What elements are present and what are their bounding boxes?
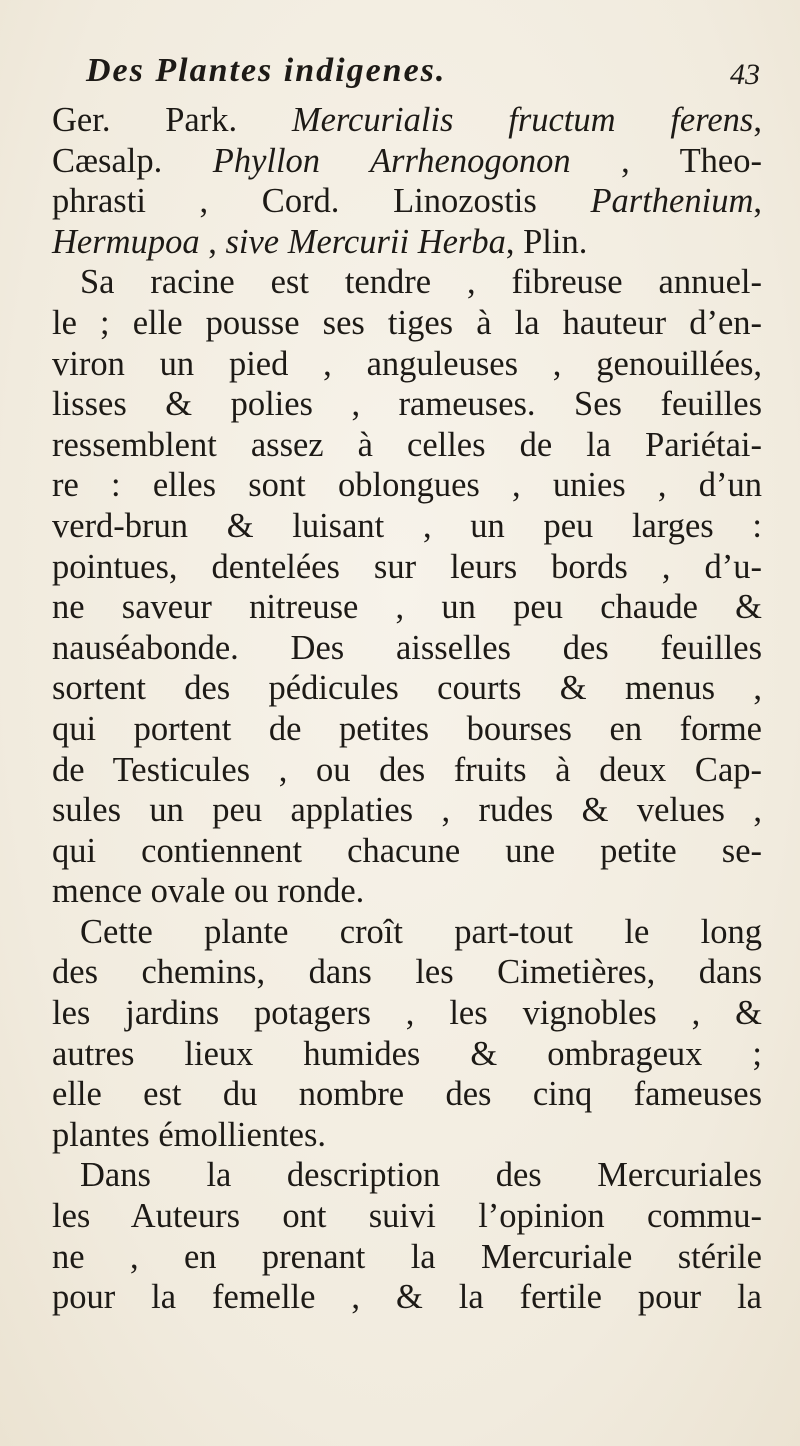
paragraph-line: Dans la description des Mercuriales [80,1156,762,1195]
paragraph-line: elle est du nombre des cinq fameuses [52,1075,762,1114]
paragraph-line: viron un pied , anguleuses , genouillées, [52,344,762,383]
paragraph-line: lisses & polies , rameuses. Ses feuilles [52,385,762,424]
paragraph-line: qui contiennent chacune une petite se- [52,831,762,870]
paragraph-line: qui portent de petites bourses en forme [52,709,762,748]
paragraph-line: mence ovale ou ronde. [52,872,365,911]
paragraph-line: autres lieux humides & ombrageux ; [52,1034,762,1073]
text-run: phrasti , Cord. Linozostis [52,182,591,221]
italic-run: Hermupoa [52,222,200,261]
paragraph-line: ne saveur nitreuse , un peu chaude & [52,588,762,627]
text-run: , [753,182,762,221]
paragraph-line: nauséabonde. Des aisselles des feuilles [52,628,762,667]
text-run: , [753,101,762,139]
paragraph-line: les Auteurs ont suivi l’opinion commu- [52,1197,762,1236]
paragraph-line: plantes émollientes. [52,1115,327,1154]
paragraph-line: de Testicules , ou des fruits à deux Cap- [52,750,762,789]
paragraph-line: sortent des pédicules courts & menus , [52,669,762,708]
paragraph-line: sules un peu applaties , rudes & velues , [52,791,762,830]
italic-run: Phyllon Arrhenogonon [212,141,571,180]
paragraph-line: pour la femelle , & la fertile pour la [52,1278,762,1317]
page-number: 43 [730,58,760,91]
text-line [52,100,762,141]
text-line [52,141,762,182]
paragraph-line: verd-brun & luisant , un peu larges : [52,506,762,545]
text-run: Ger. Park. [52,101,292,139]
text-run: Cæsalp. [52,141,213,180]
italic-run: Parthenium [590,182,754,221]
text-run: , Plin. [505,222,588,261]
paragraph-line: des chemins, dans les Cimetières, dans [52,953,762,992]
body-text [52,100,762,1318]
text-run: , Theo- [570,141,762,180]
paragraph-line: Sa racine est tendre , fibreuse annuel- [80,263,762,302]
paragraph-line: ressemblent assez à celles de la Pariétai- [52,425,762,464]
paragraph-line: ne , en prenant la Mercuriale stérile [52,1237,762,1276]
text-run: , [199,222,226,261]
italic-run: Mercurialis fructum ferens [291,101,754,139]
text-line [52,181,762,222]
paragraph-line: le ; elle pousse ses tiges à la hauteur d’en- [52,303,762,342]
paragraph-line: les jardins potagers , les vignobles , & [52,994,762,1033]
paragraph-line: pointues, dentelées sur leurs bords , d’u- [52,547,762,586]
paragraph-line: re : elles sont oblongues , unies , d’un [52,466,762,505]
text-line [52,222,762,263]
running-title: Des Plantes indigenes. [86,52,447,89]
italic-run: sive Mercurii Herba [225,222,506,261]
paragraph-line: Cette plante croît part-tout le long [80,912,762,951]
page-header [80,52,760,98]
